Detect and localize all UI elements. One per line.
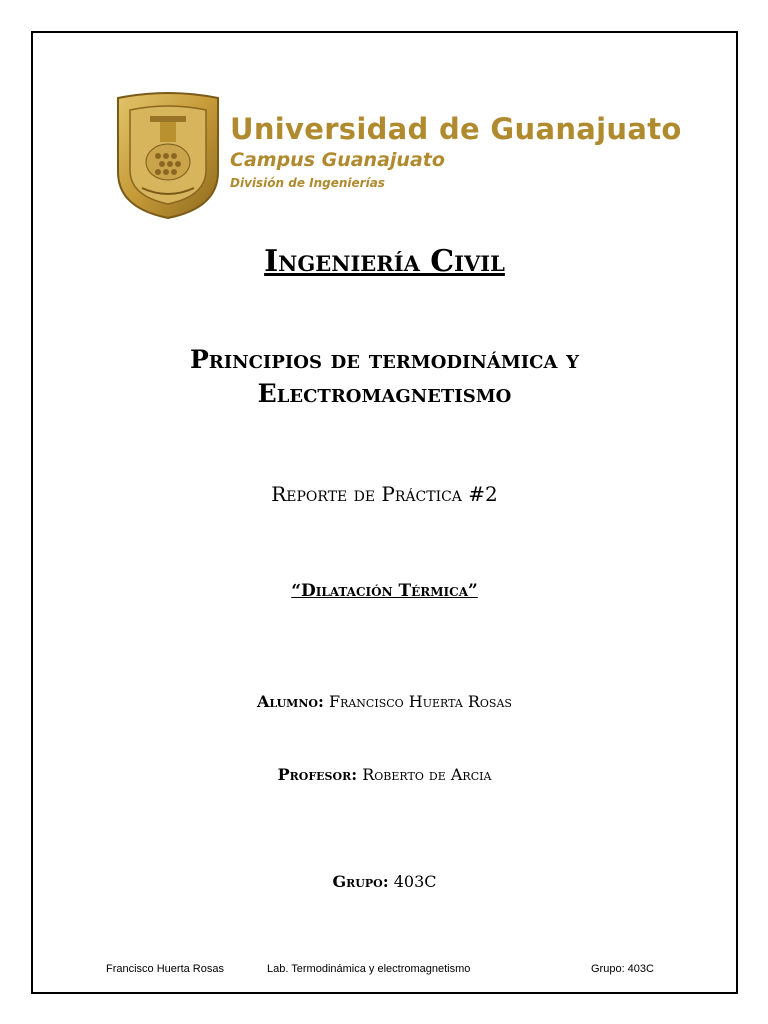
group-line [31, 872, 738, 891]
professor-name: Roberto de Arcia [362, 765, 492, 784]
footer-course: Lab. Termodinámica y electromagnetismo [267, 963, 471, 975]
report-title: Reporte de Práctica #2 [271, 482, 498, 506]
professor-line [31, 765, 738, 784]
course-title [31, 343, 738, 411]
professor-label: Profesor: [277, 765, 358, 784]
group-label: Grupo: [332, 872, 389, 891]
university-seal-icon [112, 92, 224, 220]
career-title: Ingeniería Civil [264, 244, 505, 279]
student-line [31, 692, 738, 711]
university-logo [112, 92, 682, 222]
student-name: Francisco Huerta Rosas [328, 692, 512, 711]
division-name: División de Ingenierías [230, 176, 385, 190]
footer-author: Francisco Huerta Rosas [106, 963, 224, 975]
course-title-line2: Electromagnetismo [257, 379, 512, 408]
course-title-line1: Principios de termodinámica y [189, 345, 580, 374]
university-name: Universidad de Guanajuato [230, 112, 682, 146]
student-label: Alumno: [257, 692, 324, 711]
footer-group: Grupo: 403C [591, 963, 654, 975]
group-value: 403C [393, 872, 437, 891]
campus-name: Campus Guanajuato [230, 149, 445, 171]
topic-title: “Dilatación Térmica” [291, 581, 478, 601]
